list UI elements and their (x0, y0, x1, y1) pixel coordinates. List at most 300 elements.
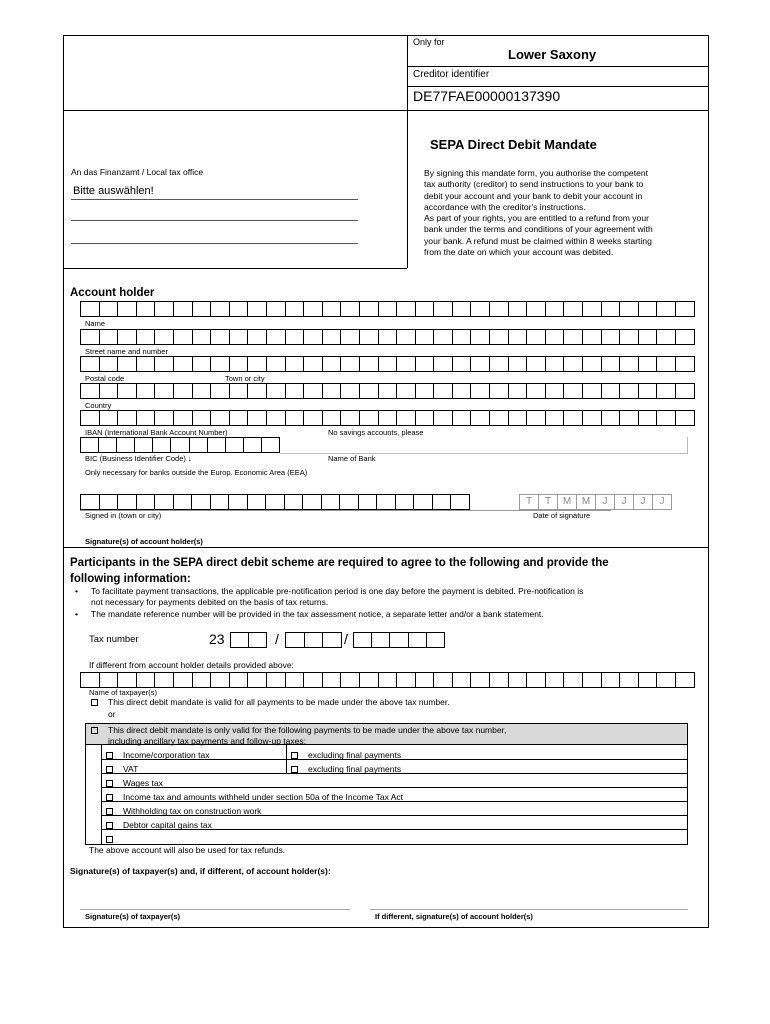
char-box[interactable] (371, 632, 390, 648)
char-box[interactable] (339, 494, 359, 510)
char-box[interactable] (247, 383, 267, 399)
name-boxes[interactable] (80, 301, 694, 317)
char-box[interactable] (322, 410, 342, 426)
street-boxes[interactable] (80, 329, 694, 345)
char-box[interactable] (340, 383, 360, 399)
char-box[interactable] (285, 301, 305, 317)
char-box[interactable] (376, 494, 396, 510)
char-box[interactable] (340, 410, 360, 426)
char-box[interactable] (340, 301, 360, 317)
char-box[interactable] (396, 329, 416, 345)
char-box[interactable] (302, 494, 322, 510)
char-box[interactable] (378, 301, 398, 317)
date-char-box[interactable]: J (652, 494, 672, 510)
payment-label: VAT (123, 764, 139, 774)
char-box[interactable] (266, 672, 286, 688)
checkbox[interactable] (106, 808, 113, 815)
char-box[interactable] (582, 672, 602, 688)
char-box[interactable] (638, 329, 658, 345)
char-box[interactable] (545, 356, 565, 372)
char-box[interactable] (619, 329, 639, 345)
char-box[interactable] (675, 672, 695, 688)
payment-row[interactable] (106, 790, 403, 804)
char-box[interactable] (656, 383, 676, 399)
char-box[interactable] (322, 383, 342, 399)
char-box[interactable] (378, 410, 398, 426)
char-box[interactable] (266, 301, 286, 317)
char-box[interactable] (359, 383, 379, 399)
bank-name-label: Name of Bank (328, 454, 376, 463)
char-box[interactable] (154, 494, 174, 510)
char-box[interactable] (117, 301, 137, 317)
char-box[interactable] (117, 383, 137, 399)
char-box[interactable] (80, 329, 100, 345)
checkbox[interactable] (91, 727, 98, 734)
char-box[interactable] (303, 383, 323, 399)
char-box[interactable] (452, 672, 472, 688)
char-box[interactable] (452, 301, 472, 317)
char-box[interactable] (656, 301, 676, 317)
date-char-box[interactable]: M (557, 494, 577, 510)
char-box[interactable] (389, 632, 408, 648)
char-box[interactable] (545, 301, 565, 317)
char-box[interactable] (396, 383, 416, 399)
char-box[interactable] (638, 356, 658, 372)
char-box[interactable] (619, 356, 639, 372)
char-box[interactable] (378, 329, 398, 345)
address-line[interactable] (71, 220, 358, 221)
char-box[interactable] (80, 494, 100, 510)
char-box[interactable] (619, 410, 639, 426)
char-box[interactable] (433, 301, 453, 317)
char-box[interactable] (433, 410, 453, 426)
char-box[interactable] (563, 329, 583, 345)
char-box[interactable] (173, 356, 193, 372)
char-box[interactable] (303, 356, 323, 372)
char-box[interactable] (80, 301, 100, 317)
char-box[interactable] (154, 301, 174, 317)
date-char-box[interactable]: T (519, 494, 539, 510)
char-box[interactable] (340, 356, 360, 372)
char-box[interactable] (415, 329, 435, 345)
char-box[interactable] (526, 672, 546, 688)
payment-extra-row[interactable] (291, 748, 401, 762)
date-char-box[interactable]: J (595, 494, 615, 510)
char-box[interactable] (322, 356, 342, 372)
char-box[interactable] (340, 672, 360, 688)
char-box[interactable] (322, 301, 342, 317)
char-box[interactable] (80, 356, 100, 372)
payment-extra-row[interactable] (291, 762, 401, 776)
char-box[interactable] (563, 410, 583, 426)
char-box[interactable] (638, 301, 658, 317)
char-box[interactable] (470, 672, 490, 688)
char-box[interactable] (470, 410, 490, 426)
date-char-box[interactable]: J (614, 494, 634, 510)
char-box[interactable] (563, 383, 583, 399)
char-box[interactable] (192, 329, 212, 345)
checkbox[interactable] (106, 752, 113, 759)
char-box[interactable] (99, 356, 119, 372)
payment-row[interactable] (106, 832, 403, 846)
char-box[interactable] (408, 632, 427, 648)
char-box[interactable] (508, 672, 528, 688)
char-box[interactable] (247, 494, 267, 510)
char-box[interactable] (433, 356, 453, 372)
char-box[interactable] (526, 383, 546, 399)
char-box[interactable] (582, 410, 602, 426)
char-box[interactable] (229, 356, 249, 372)
char-box[interactable] (99, 494, 119, 510)
char-box[interactable] (136, 383, 156, 399)
country-boxes[interactable] (80, 383, 694, 399)
char-box[interactable] (210, 329, 230, 345)
char-box[interactable] (656, 410, 676, 426)
char-box[interactable] (285, 383, 305, 399)
option-only-text: including ancillary tax payments and follow-up taxes: (108, 736, 306, 746)
date-char-box[interactable]: T (538, 494, 558, 510)
char-box[interactable] (526, 301, 546, 317)
payment-row[interactable] (106, 804, 403, 818)
option-all-text: This direct debit mandate is valid for all payments to be made under the above tax number. (108, 697, 450, 707)
char-box[interactable] (80, 410, 100, 426)
char-box[interactable] (136, 329, 156, 345)
char-box[interactable] (545, 410, 565, 426)
char-box[interactable] (192, 301, 212, 317)
char-box[interactable] (192, 672, 212, 688)
char-box[interactable] (154, 410, 174, 426)
char-box[interactable] (675, 329, 695, 345)
checkbox[interactable] (106, 780, 113, 787)
char-box[interactable] (582, 329, 602, 345)
char-box[interactable] (303, 301, 323, 317)
char-box[interactable] (229, 672, 249, 688)
char-box[interactable] (452, 329, 472, 345)
char-box[interactable] (526, 410, 546, 426)
char-box[interactable] (192, 383, 212, 399)
char-box[interactable] (545, 383, 565, 399)
char-box[interactable] (266, 383, 286, 399)
char-box[interactable] (285, 632, 305, 648)
char-box[interactable] (266, 356, 286, 372)
char-box[interactable] (470, 383, 490, 399)
char-box[interactable] (322, 329, 342, 345)
char-box[interactable] (247, 301, 267, 317)
char-box[interactable] (98, 437, 117, 453)
char-box[interactable] (321, 494, 341, 510)
char-box[interactable] (136, 494, 156, 510)
char-box[interactable] (230, 632, 249, 648)
char-box[interactable] (173, 410, 193, 426)
char-box[interactable] (189, 437, 208, 453)
char-box[interactable] (210, 301, 230, 317)
char-box[interactable] (601, 383, 621, 399)
different-note: If different from account holder details provided above: (89, 660, 294, 670)
char-box[interactable] (359, 329, 379, 345)
char-box[interactable] (229, 329, 249, 345)
char-box[interactable] (582, 383, 602, 399)
char-box[interactable] (450, 494, 470, 510)
char-box[interactable] (134, 437, 153, 453)
char-box[interactable] (136, 410, 156, 426)
char-box[interactable] (489, 329, 509, 345)
address-line[interactable] (71, 243, 358, 244)
char-box[interactable] (284, 494, 304, 510)
char-box[interactable] (396, 356, 416, 372)
char-box[interactable] (638, 383, 658, 399)
char-box[interactable] (601, 356, 621, 372)
char-box[interactable] (170, 437, 189, 453)
char-box[interactable] (508, 356, 528, 372)
char-box[interactable] (656, 356, 676, 372)
tax-number-boxes-3[interactable] (353, 632, 444, 648)
char-box[interactable] (675, 383, 695, 399)
char-box[interactable] (173, 383, 193, 399)
char-box[interactable] (136, 672, 156, 688)
char-box[interactable] (266, 329, 286, 345)
char-box[interactable] (229, 410, 249, 426)
char-box[interactable] (452, 356, 472, 372)
char-box[interactable] (173, 672, 193, 688)
payment-row[interactable] (106, 776, 403, 790)
char-box[interactable] (210, 494, 230, 510)
divider (63, 110, 64, 268)
char-box[interactable] (601, 672, 621, 688)
char-box[interactable] (619, 672, 639, 688)
char-box[interactable] (545, 329, 565, 345)
char-box[interactable] (99, 410, 119, 426)
char-box[interactable] (378, 383, 398, 399)
char-box[interactable] (304, 632, 324, 648)
char-box[interactable] (395, 494, 415, 510)
char-box[interactable] (322, 632, 342, 648)
char-box[interactable] (396, 410, 416, 426)
checkbox[interactable] (106, 766, 113, 773)
char-box[interactable] (508, 301, 528, 317)
checkbox[interactable] (291, 752, 298, 759)
char-box[interactable] (656, 329, 676, 345)
char-box[interactable] (173, 301, 193, 317)
char-box[interactable] (638, 672, 658, 688)
char-box[interactable] (358, 494, 378, 510)
char-box[interactable] (353, 632, 372, 648)
char-box[interactable] (582, 301, 602, 317)
char-box[interactable] (508, 329, 528, 345)
char-box[interactable] (243, 437, 262, 453)
char-box[interactable] (322, 672, 342, 688)
char-box[interactable] (173, 494, 193, 510)
char-box[interactable] (210, 410, 230, 426)
checkbox[interactable] (106, 836, 113, 843)
char-box[interactable] (228, 494, 248, 510)
char-box[interactable] (261, 437, 280, 453)
char-box[interactable] (116, 437, 135, 453)
bic-boxes[interactable] (80, 437, 279, 453)
char-box[interactable] (415, 356, 435, 372)
char-box[interactable] (396, 672, 416, 688)
char-box[interactable] (638, 410, 658, 426)
option-only[interactable] (91, 725, 506, 747)
char-box[interactable] (413, 494, 433, 510)
char-box[interactable] (285, 410, 305, 426)
char-box[interactable] (675, 301, 695, 317)
char-box[interactable] (210, 672, 230, 688)
char-box[interactable] (99, 329, 119, 345)
mandate-text (424, 168, 653, 258)
char-box[interactable] (210, 356, 230, 372)
char-box[interactable] (247, 329, 267, 345)
char-box[interactable] (173, 329, 193, 345)
tax-number-boxes-2[interactable] (285, 632, 341, 648)
option-all[interactable] (91, 697, 450, 707)
char-box[interactable] (285, 329, 305, 345)
char-box[interactable] (207, 437, 226, 453)
char-box[interactable] (432, 494, 452, 510)
char-box[interactable] (359, 672, 379, 688)
char-box[interactable] (470, 356, 490, 372)
char-box[interactable] (359, 410, 379, 426)
payment-label: Wages tax (123, 778, 163, 788)
tax-number-boxes-1[interactable] (230, 632, 266, 648)
holder-signature-line[interactable] (370, 909, 688, 910)
char-box[interactable] (303, 410, 323, 426)
char-box[interactable] (415, 672, 435, 688)
char-box[interactable] (266, 410, 286, 426)
char-box[interactable] (210, 383, 230, 399)
taxpayer-signature-line[interactable] (80, 909, 350, 910)
char-box[interactable] (470, 329, 490, 345)
char-box[interactable] (248, 632, 267, 648)
char-box[interactable] (526, 329, 546, 345)
char-box[interactable] (99, 301, 119, 317)
char-box[interactable] (303, 329, 323, 345)
char-box[interactable] (117, 672, 137, 688)
char-box[interactable] (80, 383, 100, 399)
char-box[interactable] (378, 356, 398, 372)
checkbox[interactable] (91, 699, 98, 706)
date-char-box[interactable]: J (633, 494, 653, 510)
char-box[interactable] (619, 383, 639, 399)
char-box[interactable] (136, 356, 156, 372)
char-box[interactable] (359, 301, 379, 317)
char-box[interactable] (229, 383, 249, 399)
bank-name-field[interactable] (280, 437, 688, 454)
char-box[interactable] (152, 437, 171, 453)
char-box[interactable] (340, 329, 360, 345)
char-box[interactable] (601, 301, 621, 317)
char-box[interactable] (526, 356, 546, 372)
char-box[interactable] (452, 383, 472, 399)
char-box[interactable] (80, 437, 99, 453)
char-box[interactable] (192, 356, 212, 372)
char-box[interactable] (563, 301, 583, 317)
char-box[interactable] (489, 672, 509, 688)
payment-row[interactable] (106, 818, 403, 832)
char-box[interactable] (247, 410, 267, 426)
char-box[interactable] (545, 672, 565, 688)
char-box[interactable] (229, 301, 249, 317)
payment-label: Debtor capital gains tax (123, 820, 212, 830)
char-box[interactable] (415, 410, 435, 426)
char-box[interactable] (675, 410, 695, 426)
char-box[interactable] (247, 672, 267, 688)
char-box[interactable] (265, 494, 285, 510)
taxpayer-name-boxes[interactable] (80, 672, 694, 688)
char-box[interactable] (99, 672, 119, 688)
char-box[interactable] (489, 356, 509, 372)
char-box[interactable] (192, 410, 212, 426)
char-box[interactable] (601, 410, 621, 426)
char-box[interactable] (415, 383, 435, 399)
char-box[interactable] (433, 672, 453, 688)
char-box[interactable] (117, 410, 137, 426)
char-box[interactable] (452, 410, 472, 426)
char-box[interactable] (656, 672, 676, 688)
char-box[interactable] (154, 672, 174, 688)
char-box[interactable] (154, 329, 174, 345)
char-box[interactable] (489, 410, 509, 426)
mandate-text-line: debit your account and your bank to debit your account in (424, 190, 643, 201)
char-box[interactable] (191, 494, 211, 510)
date-char-box[interactable]: M (576, 494, 596, 510)
checkbox[interactable] (106, 822, 113, 829)
postal-town-boxes[interactable] (80, 356, 694, 372)
char-box[interactable] (433, 383, 453, 399)
char-box[interactable] (303, 672, 323, 688)
address-line (71, 199, 358, 200)
char-box[interactable] (489, 383, 509, 399)
char-box[interactable] (117, 329, 137, 345)
char-box[interactable] (285, 356, 305, 372)
char-box[interactable] (426, 632, 445, 648)
char-box[interactable] (433, 329, 453, 345)
signed-in-boxes[interactable] (80, 494, 469, 510)
char-box[interactable] (117, 356, 137, 372)
char-box[interactable] (225, 437, 244, 453)
option-only-text: This direct debit mandate is only valid for the following payments to be made under the above tax number, (108, 725, 507, 735)
char-box[interactable] (378, 672, 398, 688)
char-box[interactable] (508, 410, 528, 426)
char-box[interactable] (247, 356, 267, 372)
char-box[interactable] (80, 672, 100, 688)
char-box[interactable] (508, 383, 528, 399)
char-box[interactable] (117, 494, 137, 510)
iban-boxes[interactable] (80, 410, 694, 426)
char-box[interactable] (396, 301, 416, 317)
participants-heading-line: following information: (70, 573, 191, 585)
char-box[interactable] (489, 301, 509, 317)
checkbox[interactable] (106, 794, 113, 801)
char-box[interactable] (601, 329, 621, 345)
char-box[interactable] (619, 301, 639, 317)
char-box[interactable] (154, 356, 174, 372)
char-box[interactable] (675, 356, 695, 372)
char-box[interactable] (99, 383, 119, 399)
char-box[interactable] (415, 301, 435, 317)
char-box[interactable] (563, 356, 583, 372)
char-box[interactable] (359, 356, 379, 372)
char-box[interactable] (470, 301, 490, 317)
char-box[interactable] (154, 383, 174, 399)
checkbox[interactable] (291, 766, 298, 773)
account-holder-heading: Account holder (70, 287, 155, 299)
char-box[interactable] (136, 301, 156, 317)
tax-office-select[interactable]: Bitte auswählen! (73, 185, 154, 197)
date-boxes[interactable] (519, 494, 671, 510)
char-box[interactable] (563, 672, 583, 688)
char-box[interactable] (582, 356, 602, 372)
char-box[interactable] (285, 672, 305, 688)
